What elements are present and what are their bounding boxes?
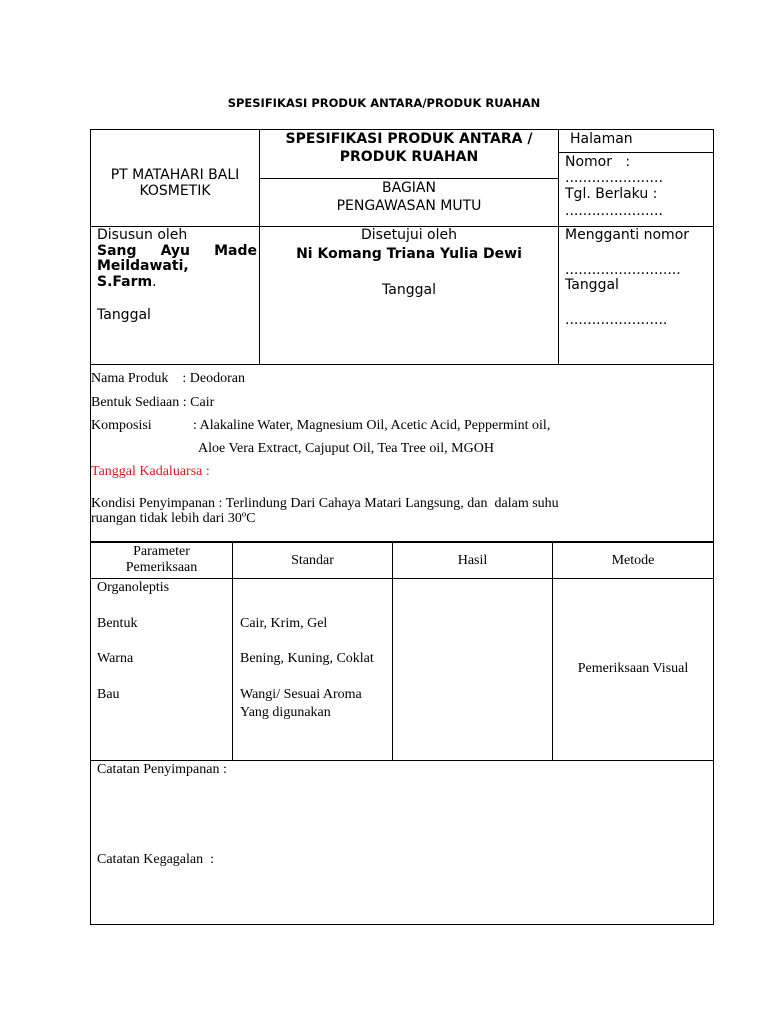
composition-line1: : Alakaline Water, Magnesium Oil, Acetic Acid, Peppermint oil, xyxy=(193,418,551,433)
row-standar-warna: Bening, Kuning, Coklat xyxy=(240,651,374,666)
storage-condition-line1: Kondisi Penyimpanan : Terlindung Dari Cahaya Matari Langsung, dan dalam suhu xyxy=(91,496,559,511)
composition-label: Komposisi xyxy=(91,418,152,433)
expiry-date-label: Tanggal Kadaluarsa : xyxy=(91,464,210,479)
disusun-name-degree: S.Farm xyxy=(97,274,153,290)
storage-condition-line2: ruangan tidak lebih dari 30ºC xyxy=(91,511,256,526)
approval-product-divider xyxy=(90,364,714,365)
table-header-parameter-line2: Pemeriksaan xyxy=(125,560,198,575)
frame-left-border xyxy=(90,129,91,925)
frame-bottom-border xyxy=(90,924,714,925)
product-name: Nama Produk : Deodoran xyxy=(91,371,245,386)
disetujui-tanggal: Tanggal xyxy=(382,282,436,298)
department-line2: PENGAWASAN MUTU xyxy=(336,198,482,214)
company-name-line1: PT MATAHARI BALI xyxy=(110,167,240,183)
halaman-label: Halaman xyxy=(570,131,633,147)
company-name xyxy=(91,167,259,199)
storage-notes-label: Catatan Penyimpanan : xyxy=(97,762,227,777)
department-line1: BAGIAN xyxy=(382,180,436,196)
tgl-berlaku-label: Tgl. Berlaku : xyxy=(565,186,658,202)
title-dept-divider xyxy=(259,178,558,179)
spec-title xyxy=(260,131,558,165)
table-top-border xyxy=(90,541,714,543)
row-param-warna: Warna xyxy=(97,651,134,666)
disusun-name-word3: Made xyxy=(214,243,257,259)
disusun-name-line1 xyxy=(97,243,257,259)
table-col-divider-1 xyxy=(232,541,233,761)
mengganti-tanggal-dots: ....................... xyxy=(565,312,668,328)
company-name-line2: KOSMETIK xyxy=(139,183,211,199)
disusun-label: Disusun oleh xyxy=(97,227,188,243)
table-bottom-border xyxy=(90,760,714,761)
row-standar-bau: Wangi/ Sesuai Aroma xyxy=(240,687,362,702)
composition-line2: Aloe Vera Extract, Cajuput Oil, Tea Tree oil, MGOH xyxy=(198,441,494,456)
row-standar-bentuk: Cair, Krim, Gel xyxy=(240,616,328,631)
failure-notes-label: Catatan Kegagalan : xyxy=(97,852,215,867)
param-group-organoleptis: Organoleptis xyxy=(97,580,170,595)
method-visual-inspection: Pemeriksaan Visual xyxy=(577,661,689,676)
frame-right-border xyxy=(713,129,714,925)
department xyxy=(260,180,558,214)
header-divider-2 xyxy=(558,129,559,364)
disusun-name-line3 xyxy=(97,274,157,290)
halaman-divider xyxy=(558,152,714,153)
disusun-name-period: . xyxy=(152,274,157,290)
nomor-label: Nomor : xyxy=(565,154,631,170)
row-param-bentuk: Bentuk xyxy=(97,616,138,631)
disusun-name-word1: Sang xyxy=(97,243,137,259)
table-header-parameter-line1: Parameter xyxy=(133,544,190,559)
disusun-tanggal: Tanggal xyxy=(97,307,151,323)
mengganti-label: Mengganti nomor xyxy=(565,227,690,243)
table-col-divider-2 xyxy=(392,541,393,761)
table-header-standar: Standar xyxy=(291,553,334,568)
nomor-dots: ...................... xyxy=(565,170,663,186)
spec-title-line2: PRODUK RUAHAN xyxy=(339,149,479,165)
table-header-bottom xyxy=(90,578,714,579)
row-param-bau: Bau xyxy=(97,687,120,702)
mengganti-tanggal: Tanggal xyxy=(565,277,619,293)
disetujui-name: Ni Komang Triana Yulia Dewi xyxy=(296,246,522,262)
table-header-metode: Metode xyxy=(611,553,655,568)
spec-title-line1: SPESIFIKASI PRODUK ANTARA / xyxy=(285,131,533,147)
row-standar-bau-line2: Yang digunakan xyxy=(240,705,331,720)
disusun-name-word2: Ayu xyxy=(160,243,191,259)
frame-top-border xyxy=(90,129,714,130)
disusun-name-line2: Meildawati, xyxy=(97,258,189,274)
table-header-parameter xyxy=(91,544,232,576)
mengganti-dots: .......................... xyxy=(565,262,681,278)
tgl-berlaku-dots: ...................... xyxy=(565,203,663,219)
disetujui-label: Disetujui oleh xyxy=(361,227,457,243)
product-form: Bentuk Sediaan : Cair xyxy=(91,395,215,410)
table-header-hasil: Hasil xyxy=(457,553,488,568)
table-col-divider-3 xyxy=(552,541,553,761)
document-title: SPESIFIKASI PRODUK ANTARA/PRODUK RUAHAN xyxy=(227,96,541,110)
